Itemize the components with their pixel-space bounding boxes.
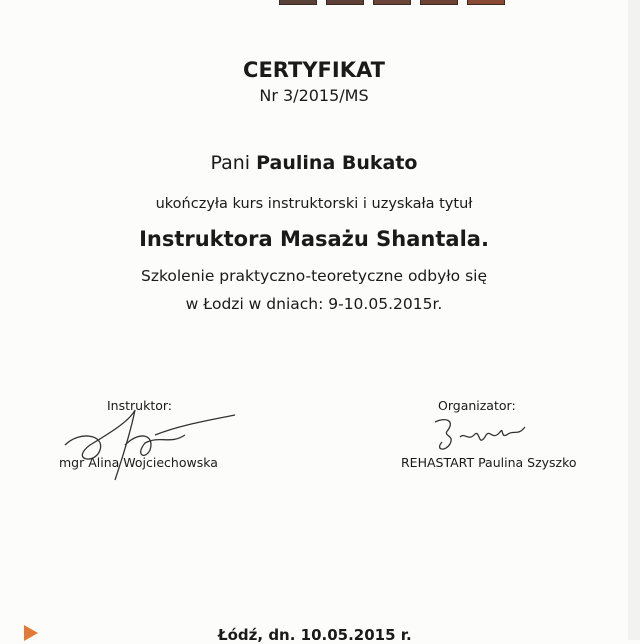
header-decoration <box>279 0 505 5</box>
details-line-1: Szkolenie praktyczno-teoretyczne odbyło się <box>140 267 488 285</box>
page-edge <box>628 0 640 640</box>
details-line-2: w Łodzi w dniach: 9-10.05.2015r. <box>185 295 443 313</box>
degree-title: Instruktora Masażu Shantala. <box>139 227 489 251</box>
header-block <box>373 0 411 5</box>
orange-arrow-icon <box>24 625 38 641</box>
organizer-signature <box>430 412 530 457</box>
recipient-name: Paulina Bukato <box>256 152 418 174</box>
header-block <box>326 0 364 5</box>
instructor-signature <box>60 405 240 485</box>
instructor-label: Instruktor: <box>107 398 173 413</box>
recipient-prefix: Pani <box>210 152 251 174</box>
header-block <box>420 0 458 5</box>
organizer-name: REHASTART Paulina Szyszko <box>401 455 577 470</box>
header-block <box>467 0 505 5</box>
statement: ukończyła kurs instruktorski i uzyskała tytuł <box>155 196 473 212</box>
instructor-name: mgr Alina Wojciechowska <box>59 455 218 470</box>
place-date: Łódź, dn. 10.05.2015 r. <box>218 626 412 644</box>
certificate-title: CERTYFIKAT <box>243 58 385 82</box>
certificate-number: Nr 3/2015/MS <box>259 86 369 105</box>
recipient <box>0 152 628 174</box>
header-block <box>279 0 317 5</box>
organizer-label: Organizator: <box>438 398 516 413</box>
